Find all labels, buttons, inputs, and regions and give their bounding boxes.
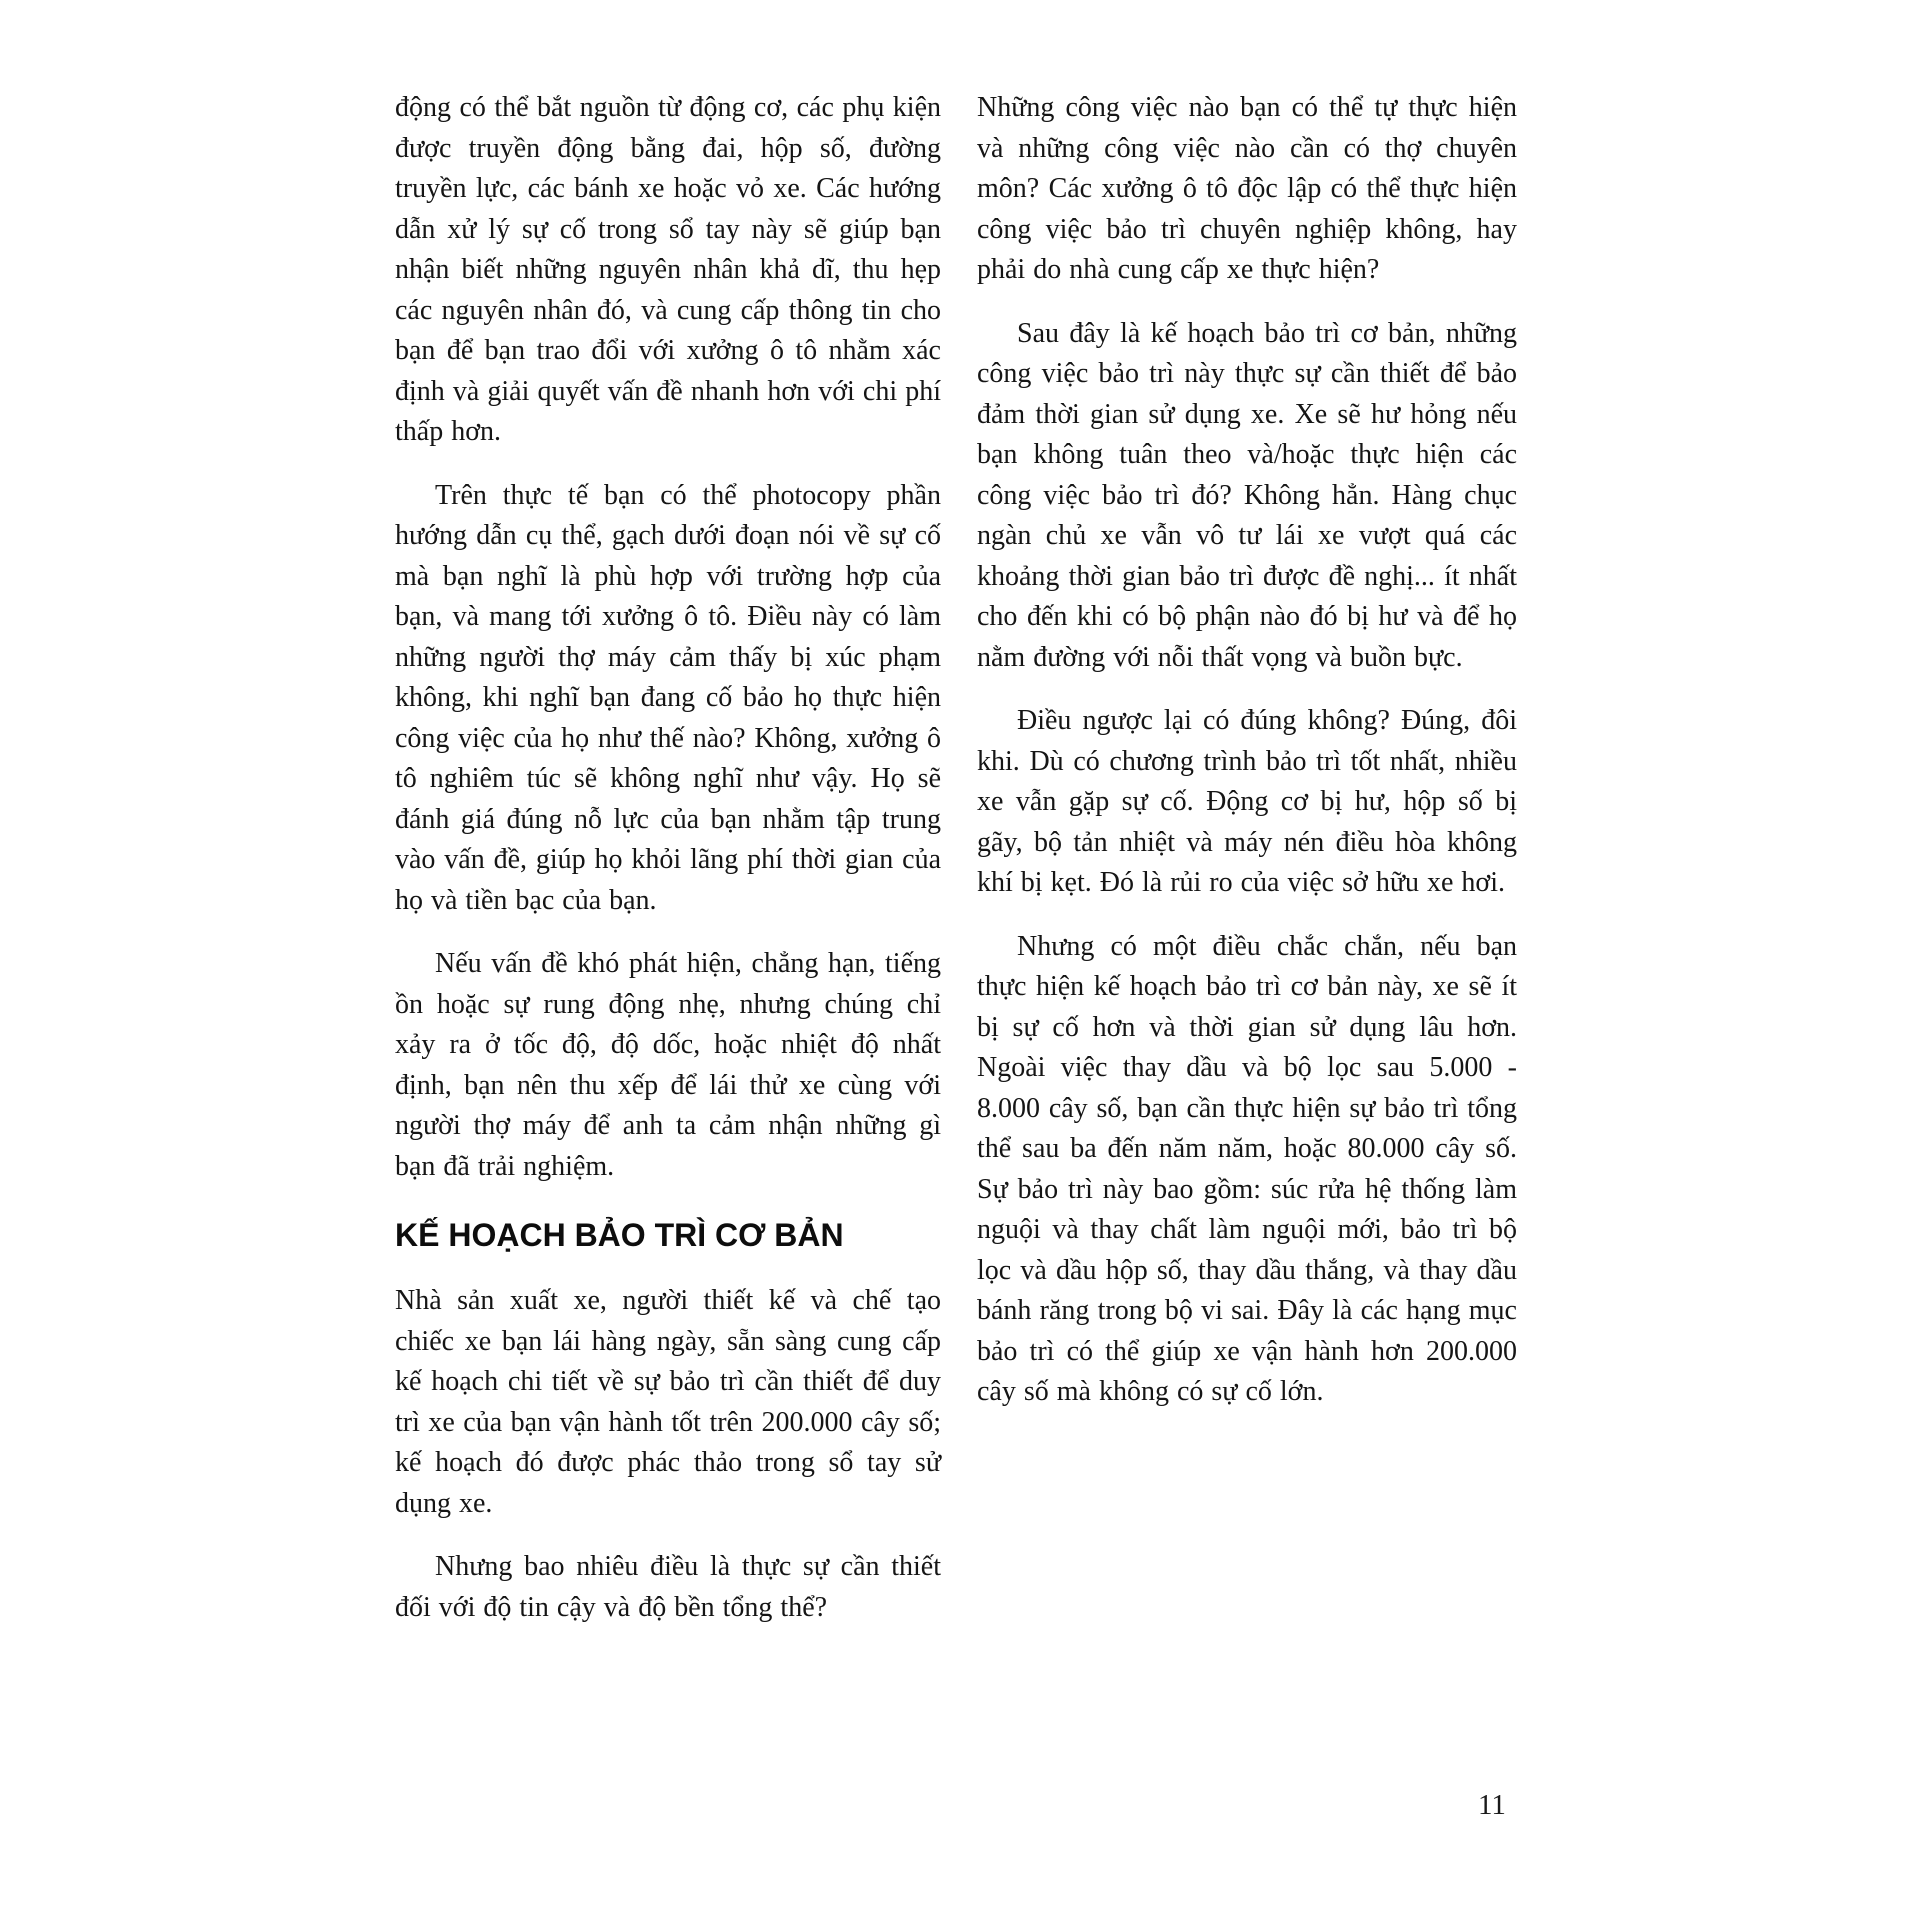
paragraph-basic-plan-intro: Sau đây là kế hoạch bảo trì cơ bản, những công việc bảo trì này thực sự cần thiết để bảo đảm thời gian sử dụng xe. Xe sẽ hư hỏng nếu bạn không tuân theo và/hoặc thực hiện các công việc bảo trì đó? Không hẳn. Hàng chục ngàn chủ xe vẫn vô tư lái xe vượt quá các khoảng thời gian bảo trì được đề nghị... ít nhất cho đến khi có bộ phận nào đó bị hư và để họ nằm đường với nỗi thất vọng và buồn bực. bbox=[977, 317, 1517, 673]
paragraph-how-much-necessary: Nhưng bao nhiêu điều là thực sự cần thiết đối với độ tin cậy và độ bền tổng thể? bbox=[395, 1551, 941, 1623]
paragraph-photocopy-advice: Trên thực tế bạn có thể photocopy phần hướng dẫn cụ thể, gạch dưới đoạn nói về sự cố mà bạn nghĩ là phù hợp với trường hợp của bạn, và mang tới xưởng ô tô. Điều này có làm những người thợ máy cảm thấy bị xúc phạm không, khi nghĩ bạn đang cố bảo họ thực hiện công việc của họ như thế nào? Không, xưởng ô tô nghiêm túc sẽ không nghĩ như vậy. Họ sẽ đánh giá đúng nỗ lực của bạn nhằm tập trung vào vấn đề, giúp họ khỏi lãng phí thời gian của họ và tiền bạc của bạn. bbox=[395, 479, 941, 916]
left-column bbox=[395, 88, 941, 1651]
right-column bbox=[977, 88, 1517, 1651]
page-number: 11 bbox=[1478, 1789, 1506, 1821]
section-heading-maintenance-plan: KẾ HOẠCH BẢO TRÌ CƠ BẢN bbox=[395, 1217, 844, 1253]
page-content bbox=[395, 88, 1517, 1651]
paragraph-opposite-case: Điều ngược lại có đúng không? Đúng, đôi khi. Dù có chương trình bảo trì tốt nhất, nhiều xe vẫn gặp sự cố. Động cơ bị hư, hộp số bị gãy, bộ tản nhiệt và máy nén điều hòa không khí bị kẹt. Đó là rủi ro của việc sở hữu xe hơi. bbox=[977, 705, 1517, 898]
paragraph-troubleshooting-continuation: động có thể bắt nguồn từ động cơ, các phụ kiện được truyền động bằng đai, hộp số, đường truyền lực, các bánh xe hoặc vỏ xe. Các hướng dẫn xử lý sự cố trong sổ tay này sẽ giúp bạn nhận biết những nguyên nhân khả dĩ, thu hẹp các nguyên nhân đó, và cung cấp thông tin cho bạn để bạn trao đổi với xưởng ô tô nhằm xác định và giải quyết vấn đề nhanh hơn với chi phí thấp hơn. bbox=[395, 92, 941, 447]
paragraph-manufacturer-plan: Nhà sản xuất xe, người thiết kế và chế tạo chiếc xe bạn lái hàng ngày, sẵn sàng cung cấp kế hoạch chi tiết về sự bảo trì cần thiết để duy trì xe của bạn vận hành tốt trên 200.000 cây số; kế hoạch đó được phác thảo trong sổ tay sử dụng xe. bbox=[395, 1285, 941, 1519]
paragraph-diy-or-specialist: Những công việc nào bạn có thể tự thực hiện và những công việc nào cần có thợ chuyên môn? Các xưởng ô tô độc lập có thể thực hiện công việc bảo trì chuyên nghiệp không, hay phải do nhà cung cấp xe thực hiện? bbox=[977, 92, 1517, 285]
paragraph-certainty-benefits: Nhưng có một điều chắc chắn, nếu bạn thực hiện kế hoạch bảo trì cơ bản này, xe sẽ ít bị sự cố hơn và thời gian sử dụng lâu hơn. Ngoài việc thay dầu và bộ lọc sau 5.000 - 8.000 cây số, bạn cần thực hiện sự bảo trì tổng thể sau ba đến năm năm, hoặc 80.000 cây số. Sự bảo trì này bao gồm: súc rửa hệ thống làm nguội và thay chất làm nguội mới, bảo trì bộ lọc và dầu hộp số, thay dầu thắng, và thay dầu bánh răng trong bộ vi sai. Đây là các hạng mục bảo trì có thể giúp xe vận hành hơn 200.000 cây số mà không có sự cố lớn. bbox=[977, 930, 1517, 1407]
paragraph-test-drive-advice: Nếu vấn đề khó phát hiện, chẳng hạn, tiếng ồn hoặc sự rung động nhẹ, nhưng chúng chỉ xảy ra ở tốc độ, độ dốc, hoặc nhiệt độ nhất định, bạn nên thu xếp để lái thử xe cùng với người thợ máy để anh ta cảm nhận những gì bạn đã trải nghiệm. bbox=[395, 948, 941, 1182]
